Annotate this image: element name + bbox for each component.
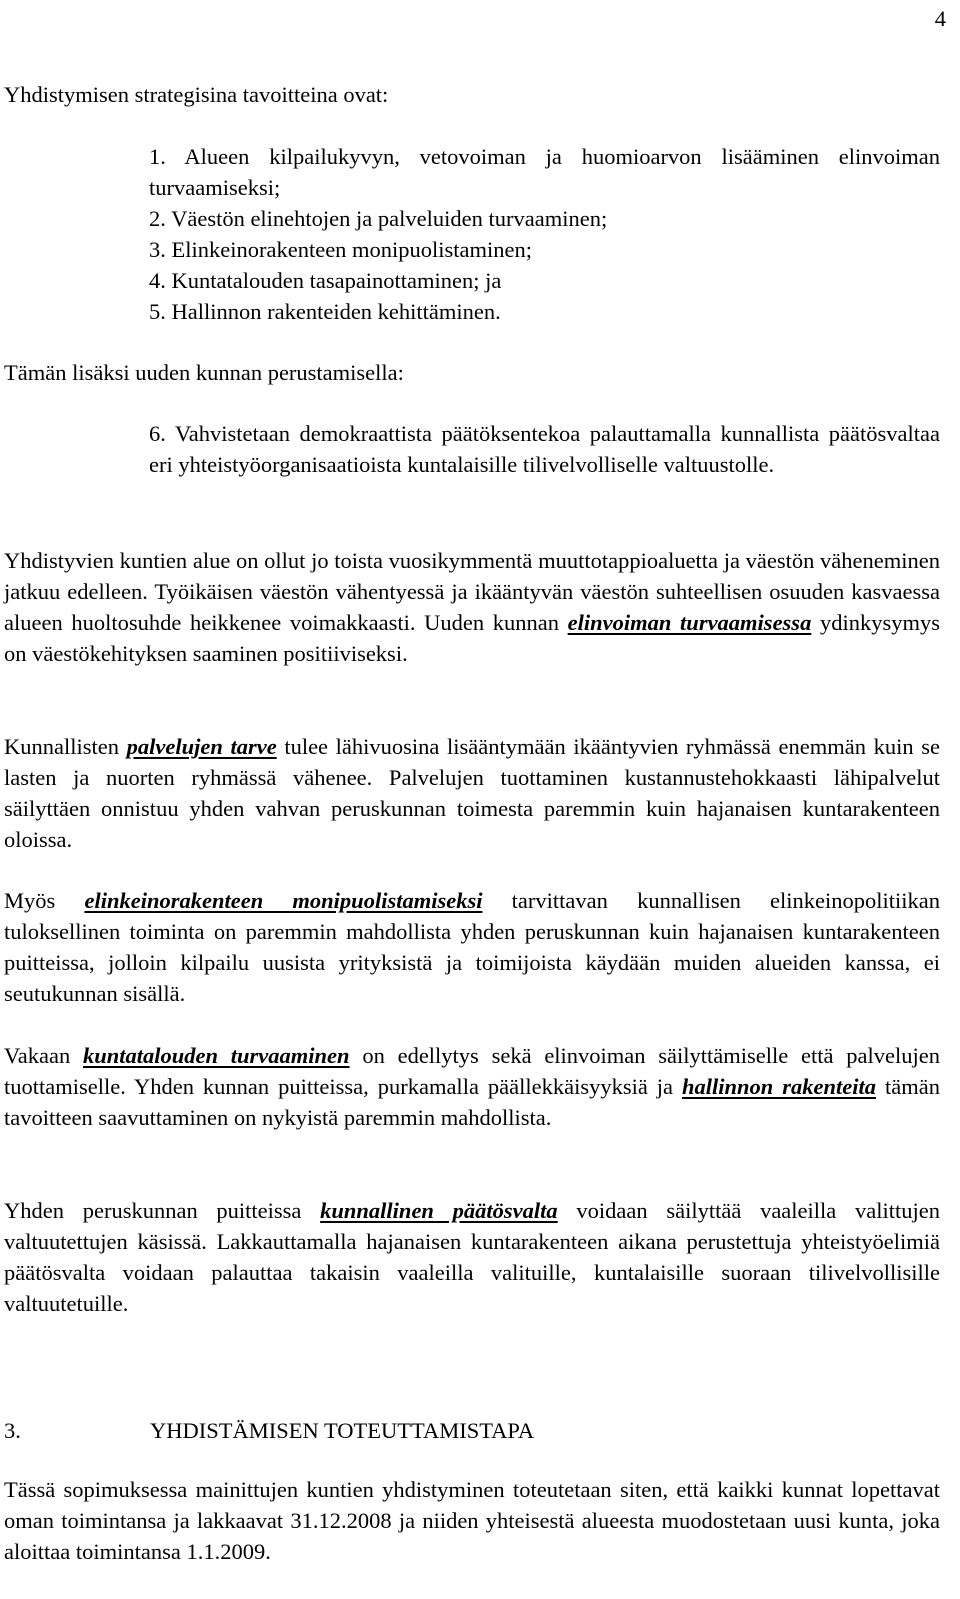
paragraph-business: Myös elinkeinorakenteen monipuolistamiseksi tarvittavan kunnallisen elinkeinopolitiikan tuloksellinen toiminta on paremmin mahdollista yhden peruskunnan kuin hajanaisen kuntarakenteen puitteissa, jolloin kilpailu uusista yrityksistä ja toimijoista käydään muiden alueiden kanssa, ei seutukunnan sisällä. [4,888,940,1006]
section-number: 3. [4,1418,21,1443]
emphasis-kuntatalous: kuntatalouden turvaaminen [82,1043,350,1068]
emphasis-hallinto: hallinnon rakenteita [682,1074,877,1099]
goal-item-5: 5. Hallinnon rakenteiden kehittäminen. [149,299,501,324]
paragraph-economy: Vakaan kuntatalouden turvaaminen on edellytys sekä elinvoiman säilyttämiselle että palvelujen tuottamiselle. Yhden kunnan puitteissa, purkamalla päällekkäisyyksiä ja hallinnon rakenteita tämän tavoitteen saavuttaminen on nykyistä paremmin mahdollista. [4,1043,940,1130]
goal-item-2: 2. Väestön elinehtojen ja palveluiden turvaaminen; [149,206,608,231]
goal-item-1: 1. Alueen kilpailukyvyn, vetovoiman ja huomioarvon lisääminen elinvoiman turvaamiseksi; [149,144,940,200]
emphasis-paatosvalta: kunnallinen päätösvalta [320,1198,558,1223]
paragraph-population: Yhdistyvien kuntien alue on ollut jo toista vuosikymmentä muuttotappioaluetta ja väestön väheneminen jatkuu edelleen. Työikäisen väestön vähentyessä ja ikääntyvän väestön suhteellisen osuuden kasvaessa alueen huoltosuhde heikkenee voimakkaasti. Uuden kunnan elinvoiman turvaamisessa ydinkysymys on väestökehityksen saaminen positiiviseksi. [4,548,940,666]
intro-text: Yhdistymisen strategisina tavoitteina ovat: [4,82,389,107]
emphasis-palvelujen: palvelujen tarve [126,734,277,759]
goals-list [149,141,940,327]
emphasis-elinvoiman: elinvoiman turvaamisessa [567,610,812,635]
addition-list [149,418,940,480]
goal-item-4: 4. Kuntatalouden tasapainottaminen; ja [149,268,502,293]
paragraph-services: Kunnallisten palvelujen tarve tulee lähivuosina lisääntymään ikääntyvien ryhmässä enemmän kuin se lasten ja nuorten ryhmässä vähenee. Palvelujen tuottaminen kustannustehokkaasti lähipalvelut säilyttäen onnistuu yhden vahvan peruskunnan toimesta paremmin kuin hajanaisen kuntarakenteen oloissa. [4,734,940,852]
addition-item-6: 6. Vahvistetaan demokraattista päätöksentekoa palauttamalla kunnallista päätösvaltaa eri yhteistyöorganisaatioista kuntalaisille tilivelvolliselle valtuustolle. [149,421,940,477]
goal-item-3: 3. Elinkeinorakenteen monipuolistaminen; [149,237,533,262]
section-heading [4,1415,704,1446]
emphasis-elinkeino: elinkeinorakenteen monipuolistamiseksi [84,888,483,913]
paragraph-decision-power: Yhden peruskunnan puitteissa kunnallinen päätösvalta voidaan säilyttää vaaleilla valittujen valtuutettujen käsissä. Lakkauttamalla hajanaisen kuntarakenteen aikana perustettuja yhteistyöelimiä päätösvalta voidaan palauttaa takaisin vaaleilla valituille, kuntalaisille suoraan tilivelvollisille valtuutetuille. [4,1198,940,1316]
addition-intro: Tämän lisäksi uuden kunnan perustamisella: [4,360,404,385]
paragraph-implementation: Tässä sopimuksessa mainittujen kuntien yhdistyminen toteutetaan siten, että kaikki kunnat lopettavat oman toimintansa ja lakkaavat 31.12.2008 ja niiden yhteisestä alueesta muodostetaan uusi kunta, joka aloittaa toimintansa 1.1.2009. [4,1477,940,1564]
section-title: YHDISTÄMISEN TOTEUTTAMISTAPA [150,1418,535,1443]
page-number: 4 [934,6,946,31]
